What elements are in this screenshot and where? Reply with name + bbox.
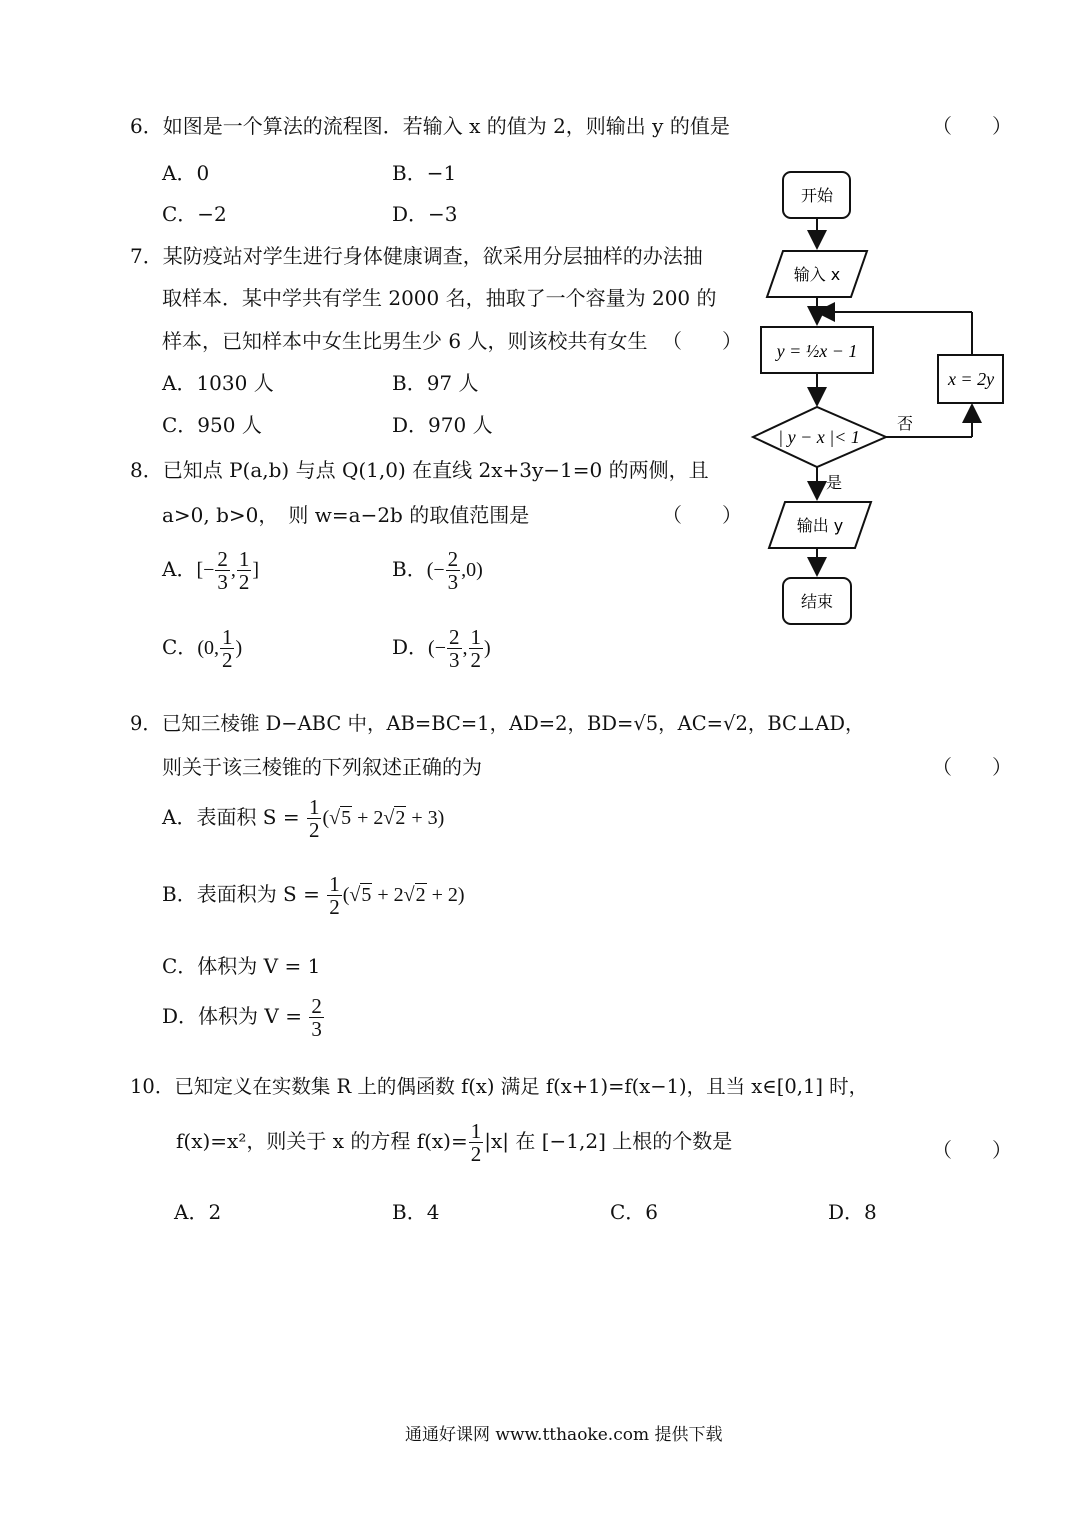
q7-line-1: 7．某防疫站对学生进行身体健康调查，欲采用分层抽样的办法抽 <box>130 244 703 268</box>
q8-line-2: a>0, b>0， 则 w=a−2b 的取值范围是 <box>162 503 530 527</box>
q6-paren: （ ） <box>932 114 1012 138</box>
flow-decision-label: | y − x |< 1 <box>778 427 860 447</box>
q9-line-2: 则关于该三棱锥的下列叙述正确的为 <box>162 755 482 779</box>
flow-start-label: 开始 <box>800 186 834 205</box>
q10-option-c: C．6 <box>610 1200 659 1224</box>
q10-option-a: A．2 <box>174 1200 222 1224</box>
q7-line-2: 取样本．某中学共有学生 2000 名，抽取了一个容量为 200 的 <box>162 286 717 310</box>
q10-option-d: D．8 <box>828 1200 877 1224</box>
q9-paren: （ ） <box>932 755 1012 779</box>
q7-line-3: 样本，已知样本中女生比男生少 6 人，则该校共有女生 <box>162 329 648 353</box>
q6-option-c: C．−2 <box>162 202 227 226</box>
page-footer: 通通好课网 www.tthaoke.com 提供下载 <box>405 1425 723 1445</box>
q9-option-b: B．表面积为 S = $\frac{1}{2}$ (√5 + 2√2 + 2) <box>162 872 465 920</box>
q7-paren: （ ） <box>662 329 742 353</box>
q9-option-d: D．体积为 V = $\frac{2}{3}$ <box>162 994 322 1042</box>
flowchart <box>740 160 1020 640</box>
q8-paren: （ ） <box>662 503 742 527</box>
q8-option-c: C．(0, $\frac{1}{2}$ ) <box>162 625 243 673</box>
q7-option-d: D．970 人 <box>392 413 493 437</box>
flow-end-label: 结束 <box>800 592 834 611</box>
q9-line-1: 9．已知三棱锥 D−ABC 中，AB=BC=1，AD=2，BD=√5，AC=√2，BC⊥AD， <box>130 712 865 735</box>
q6-option-a: A．0 <box>162 161 210 185</box>
flow-yes-label: 是 <box>826 473 843 492</box>
q7-option-c: C．950 人 <box>162 413 262 437</box>
q8-option-a: A．[− $\frac{2}{3}$ , $\frac{1}{2}$ ] <box>162 547 260 595</box>
flow-no-label: 否 <box>897 414 914 433</box>
q7-option-b: B．97 人 <box>392 371 479 395</box>
q6-option-b: B．−1 <box>392 161 457 185</box>
q8-option-b: B．(− $\frac{2}{3}$ ,0) <box>392 547 483 595</box>
q10-line-1: 10．已知定义在实数集 R 上的偶函数 f(x) 满足 f(x+1)=f(x−1)，且当 x∈[0,1] 时， <box>130 1075 869 1098</box>
q10-option-b: B．4 <box>392 1200 440 1224</box>
q7-option-a: A．1030 人 <box>162 371 274 395</box>
q8-line-1: 8．已知点 P(a,b) 与点 Q(1,0) 在直线 2x+3y−1=0 的两侧，且 <box>130 458 709 482</box>
q8-option-d: D．(− $\frac{2}{3}$ , $\frac{1}{2}$ ) <box>392 625 491 673</box>
q6-stem: 6．如图是一个算法的流程图．若输入 x 的值为 2，则输出 y 的值是 <box>130 114 730 138</box>
q10-paren: （ ） <box>932 1138 1012 1162</box>
q6-option-d: D．−3 <box>392 202 458 226</box>
flow-assign-label: y = ½x − 1 <box>776 341 858 361</box>
q10-line-2: f(x)=x²，则关于 x 的方程 f(x)= $\frac{1}{2}$ |x| 在 [−1,2] 上根的个数是 <box>176 1119 733 1167</box>
q9-option-a: A．表面积 S = $\frac{1}{2}$ (√5 + 2√2 + 3) <box>162 795 445 843</box>
flow-output-label: 输出 y <box>796 516 844 535</box>
q9-option-c: C．体积为 V = 1 <box>162 954 321 978</box>
flow-input-label: 输入 x <box>793 265 841 284</box>
flow-update-label: x = 2y <box>947 369 995 389</box>
